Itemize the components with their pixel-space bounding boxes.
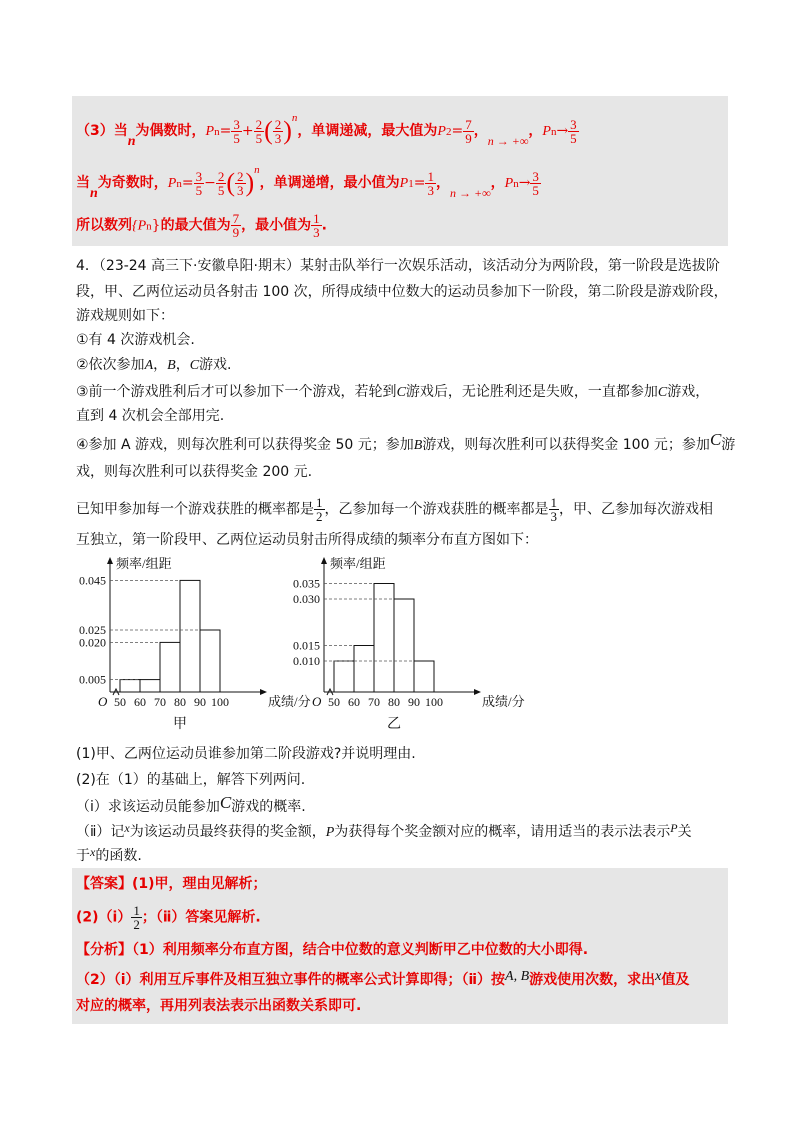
x-tick-label: 80 [388,695,400,709]
analysis-line-3: 对应的概率，再用列表法表示出函数关系即可. [76,998,362,1014]
sub-question-2: (2)在（1）的基础上，解答下列两问. [76,772,306,788]
chart-title: 甲 [173,717,187,732]
histogram-bar [160,642,180,692]
x-tick-label: 100 [211,695,229,709]
y-tick-label: 0.015 [293,638,320,653]
y-tick-label: 0.010 [293,654,320,668]
solution-line-conclusion: 所以数列{Pn}的最大值为 $\frac{7}{9}$ ，最小值为 $\frac{1}{3}$ . [76,211,327,240]
answer-line-1: 【答案】(1)甲，理由见解析； [76,876,267,892]
solution-line-3: （3）当n为偶数时，Pn= $\frac{3}{5}$ + $\frac{2}{5}$ ( $\frac{2}{3}$ )$^n$，单调递减，最大值为P2= $\frac{7}{9}$ ，n → +∞，Pn→ $\frac{3}{5}$ [76,112,577,149]
y-axis-arrow [321,557,327,564]
histogram-bar [354,646,374,693]
rule-3-cont: 直到 4 次机会全部用完. [76,408,225,424]
histogram-bar [140,680,160,692]
solution-line-odd: 当n为奇数时，Pn= $\frac{3}{5}$ − $\frac{2}{5}$ ( $\frac{2}{3}$ )$^n$，单调递增，最小值为P1= $\frac{1}{3}$ ，n → +∞，Pn→ $\frac{3}{5}$ [76,164,539,201]
y-axis-arrow [107,557,113,564]
x-tick-label: 70 [368,695,380,709]
histogram-bar [414,661,434,692]
analysis-line-1: 【分析】（1）利用频率分布直方图，结合中位数的意义判断甲乙中位数的大小即得. [76,942,589,958]
analysis-line-2: （2）（ⅰ）利用互斥事件及相互独立事件的概率公式计算即得；（ⅱ）按A, B游戏使用次数，求出x值及 [76,969,690,988]
x-axis-arrow [474,689,481,695]
y-tick-label: 0.005 [79,672,106,687]
y-tick-label: 0.035 [293,576,320,591]
x-tick-label: 50 [114,695,126,709]
histogram-bar [374,584,394,693]
sub-question-2i: （ⅰ）求该运动员能参加C游戏的概率. [76,793,306,815]
rule-2: ②依次参加A，B，C游戏. [76,357,232,373]
sub-question-2ii: （ⅱ）记x为该运动员最终获得的奖金额，P为获得每个奖金额对应的概率，请用适当的表示法表示P关 [76,821,692,840]
x-tick-label: 80 [174,695,186,709]
rule-4-cont: 戏，则每次胜利可以获得奖金 200 元. [76,464,313,480]
chart-title: 乙 [387,717,401,732]
histogram-bar [120,680,140,692]
y-axis-label: 频率/组距 [116,556,172,571]
x-tick-label: 90 [194,695,206,709]
y-tick-label: 0.030 [293,592,320,606]
sub-question-1: (1)甲、乙两位运动员谁参加第二阶段游戏?并说明理由. [76,746,416,762]
origin-label: O [312,694,322,709]
y-tick-label: 0.020 [79,635,106,650]
rule-4: ④参加 A 游戏，则每次胜利可以获得奖金 50 元；参加B游戏，则每次胜利可以获得奖金 100 元；参加C游 [76,430,736,453]
histogram-bar [180,580,200,692]
y-axis-label: 频率/组距 [330,556,386,571]
x-tick-label: 90 [408,695,420,709]
x-tick-label: 50 [328,695,340,709]
problem-line-1: 4．（23-24 高三下·安徽阜阳·期末）某射击队举行一次娱乐活动，该活动分为两阶段，第一阶段是选拔阶 [76,258,720,274]
problem-line-2: 段，甲、乙两位运动员各射击 100 次，所得成绩中位数大的运动员参加下一阶段，第二阶段是游戏阶段， [76,284,728,300]
y-tick-label: 0.045 [79,573,106,588]
x-axis-arrow [260,689,267,695]
x-axis-label: 成绩/分 [268,694,311,709]
histogram-yi [284,556,525,736]
prob-statement-2: 互独立，第一阶段甲、乙两位运动员射击所得成绩的频率分布直方图如下： [76,532,538,548]
histogram-bar [334,661,354,692]
y-tick-label: 0.025 [79,623,106,637]
sub-question-2ii-cont: 于x的函数. [76,845,142,864]
x-tick-label: 70 [154,695,166,709]
rule-1: ①有 4 次游戏机会. [76,332,195,348]
x-tick-label: 60 [134,695,146,709]
rule-3: ③前一个游戏胜利后才可以参加下一个游戏，若轮到C游戏后，无论胜利还是失败，一直都参加C游戏， [76,384,710,400]
problem-line-3: 游戏规则如下： [76,308,174,324]
x-tick-label: 100 [425,695,443,709]
origin-label: O [98,694,108,709]
x-axis-label: 成绩/分 [482,694,525,709]
answer-line-2: (2)（ⅰ） $\frac{1}{2}$ ；（ⅱ）答案见解析. [76,903,261,932]
x-tick-label: 60 [348,695,360,709]
prob-statement-1: 已知甲参加每一个游戏获胜的概率都是 $\frac{1}{2}$ ，乙参加每一个游戏获胜的概率都是 $\frac{1}{3}$ ，甲、乙参加每次游戏相 [76,495,713,524]
histogram-bar [200,630,220,692]
histogram-bar [394,599,414,692]
